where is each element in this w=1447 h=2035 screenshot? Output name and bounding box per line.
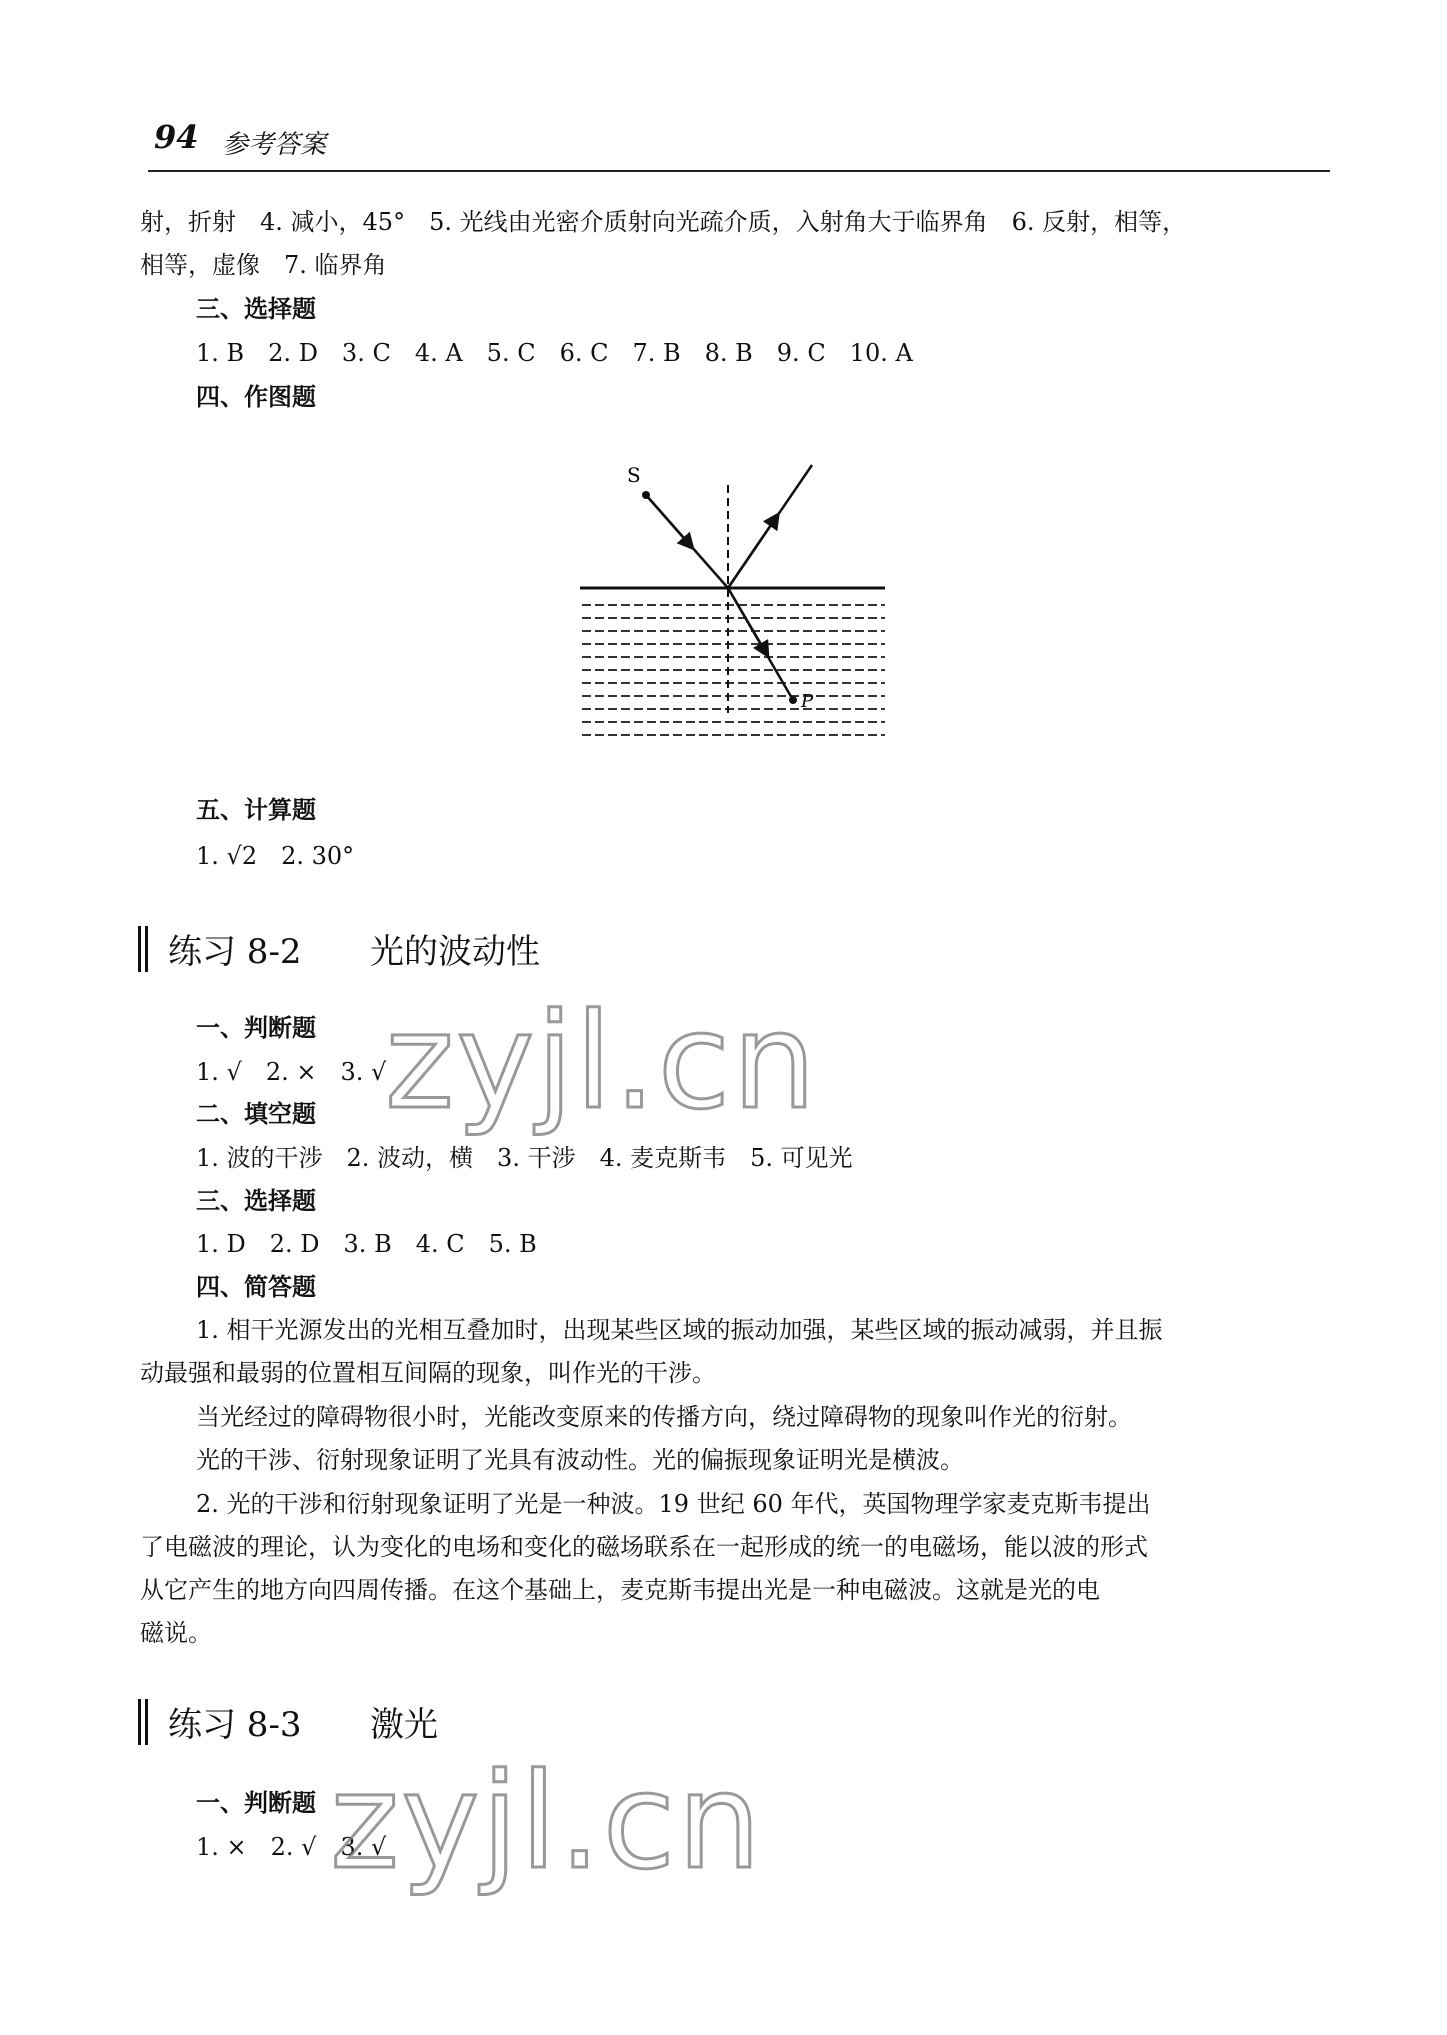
section-heading-fill: 二、填空题 [196, 1099, 316, 1128]
section-heading-judge: 一、判断题 [196, 1013, 316, 1042]
label-p: P [801, 691, 814, 712]
short-answer-1-line-1: 1. 相干光源发出的光相互叠加时，出现某些区域的振动加强，某些区域的振动减弱，并且振 [196, 1316, 1163, 1344]
calc-answers: 1. √2 2. 30° [196, 842, 355, 870]
diffraction-paragraph: 当光经过的障碍物很小时，光能改变原来的传播方向，绕过障碍物的现象叫作光的衍射。 [196, 1403, 1132, 1431]
section-heading-short: 四、简答题 [196, 1272, 316, 1301]
short-answer-2-line-4: 磁说。 [140, 1619, 212, 1647]
short-answer-1-line-2: 动最强和最弱的位置相互间隔的现象，叫作光的干涉。 [140, 1359, 716, 1387]
section-heading-drawing: 四、作图题 [196, 382, 316, 411]
short-answer-2-line-1: 2. 光的干涉和衍射现象证明了光是一种波。19 世纪 60 年代，英国物理学家麦克斯韦提出 [196, 1490, 1151, 1518]
section-heading-choice: 三、选择题 [196, 294, 316, 323]
section-heading-choice: 三、选择题 [196, 1186, 316, 1215]
choice-answers: 1. B 2. D 3. C 4. A 5. C 6. C 7. B 8. B 9. C 10. A [196, 339, 913, 367]
refraction-diagram [580, 455, 900, 755]
short-answer-2-line-2: 了电磁波的理论，认为变化的电场和变化的磁场联系在一起形成的统一的电磁场，能以波的形式 [140, 1533, 1148, 1561]
section-heading-judge: 一、判断题 [196, 1788, 316, 1817]
water-hatch-lines [582, 605, 885, 735]
incident-arrow [646, 495, 689, 544]
watermark: zyjl.cn [385, 985, 818, 1139]
page-header [148, 116, 1330, 172]
judge-answers: 1. √ 2. × 3. √ [196, 1058, 387, 1086]
page-title: 参考答案 [222, 130, 327, 160]
watermark: zyjl.cn [330, 1745, 763, 1899]
wave-nature-paragraph: 光的干涉、衍射现象证明了光具有波动性。光的偏振现象证明光是横波。 [196, 1446, 964, 1474]
reflected-arrow [728, 519, 775, 588]
section-heading-calc: 五、计算题 [196, 795, 316, 824]
page-number: 94 [154, 118, 199, 156]
fill-answers: 1. 波的干涉 2. 波动，横 3. 干涉 4. 麦克斯韦 5. 可见光 [196, 1144, 853, 1172]
point-s-dot [642, 491, 650, 499]
exercise-title: 练习 8-2 [168, 932, 302, 972]
answer-continuation-line-1: 射，折射 4. 减小，45° 5. 光线由光密介质射向光疏介质，入射角大于临界角 6. 反射，相等， [140, 208, 1187, 236]
point-p-dot [789, 696, 797, 704]
exercise-topic: 激光 [370, 1705, 438, 1745]
refracted-arrow [728, 588, 765, 651]
label-s: S [627, 463, 641, 487]
short-answer-2-line-3: 从它产生的地方向四周传播。在这个基础上，麦克斯韦提出光是一种电磁波。这就是光的电 [140, 1576, 1100, 1604]
heading-bars [138, 926, 148, 972]
exercise-topic: 光的波动性 [370, 932, 540, 972]
judge-answers: 1. × 2. √ 3. √ [196, 1833, 387, 1861]
choice-answers: 1. D 2. D 3. B 4. C 5. B [196, 1230, 537, 1258]
exercise-title: 练习 8-3 [168, 1705, 302, 1745]
answer-continuation-line-2: 相等，虚像 7. 临界角 [140, 251, 387, 279]
heading-bars [138, 1699, 148, 1745]
